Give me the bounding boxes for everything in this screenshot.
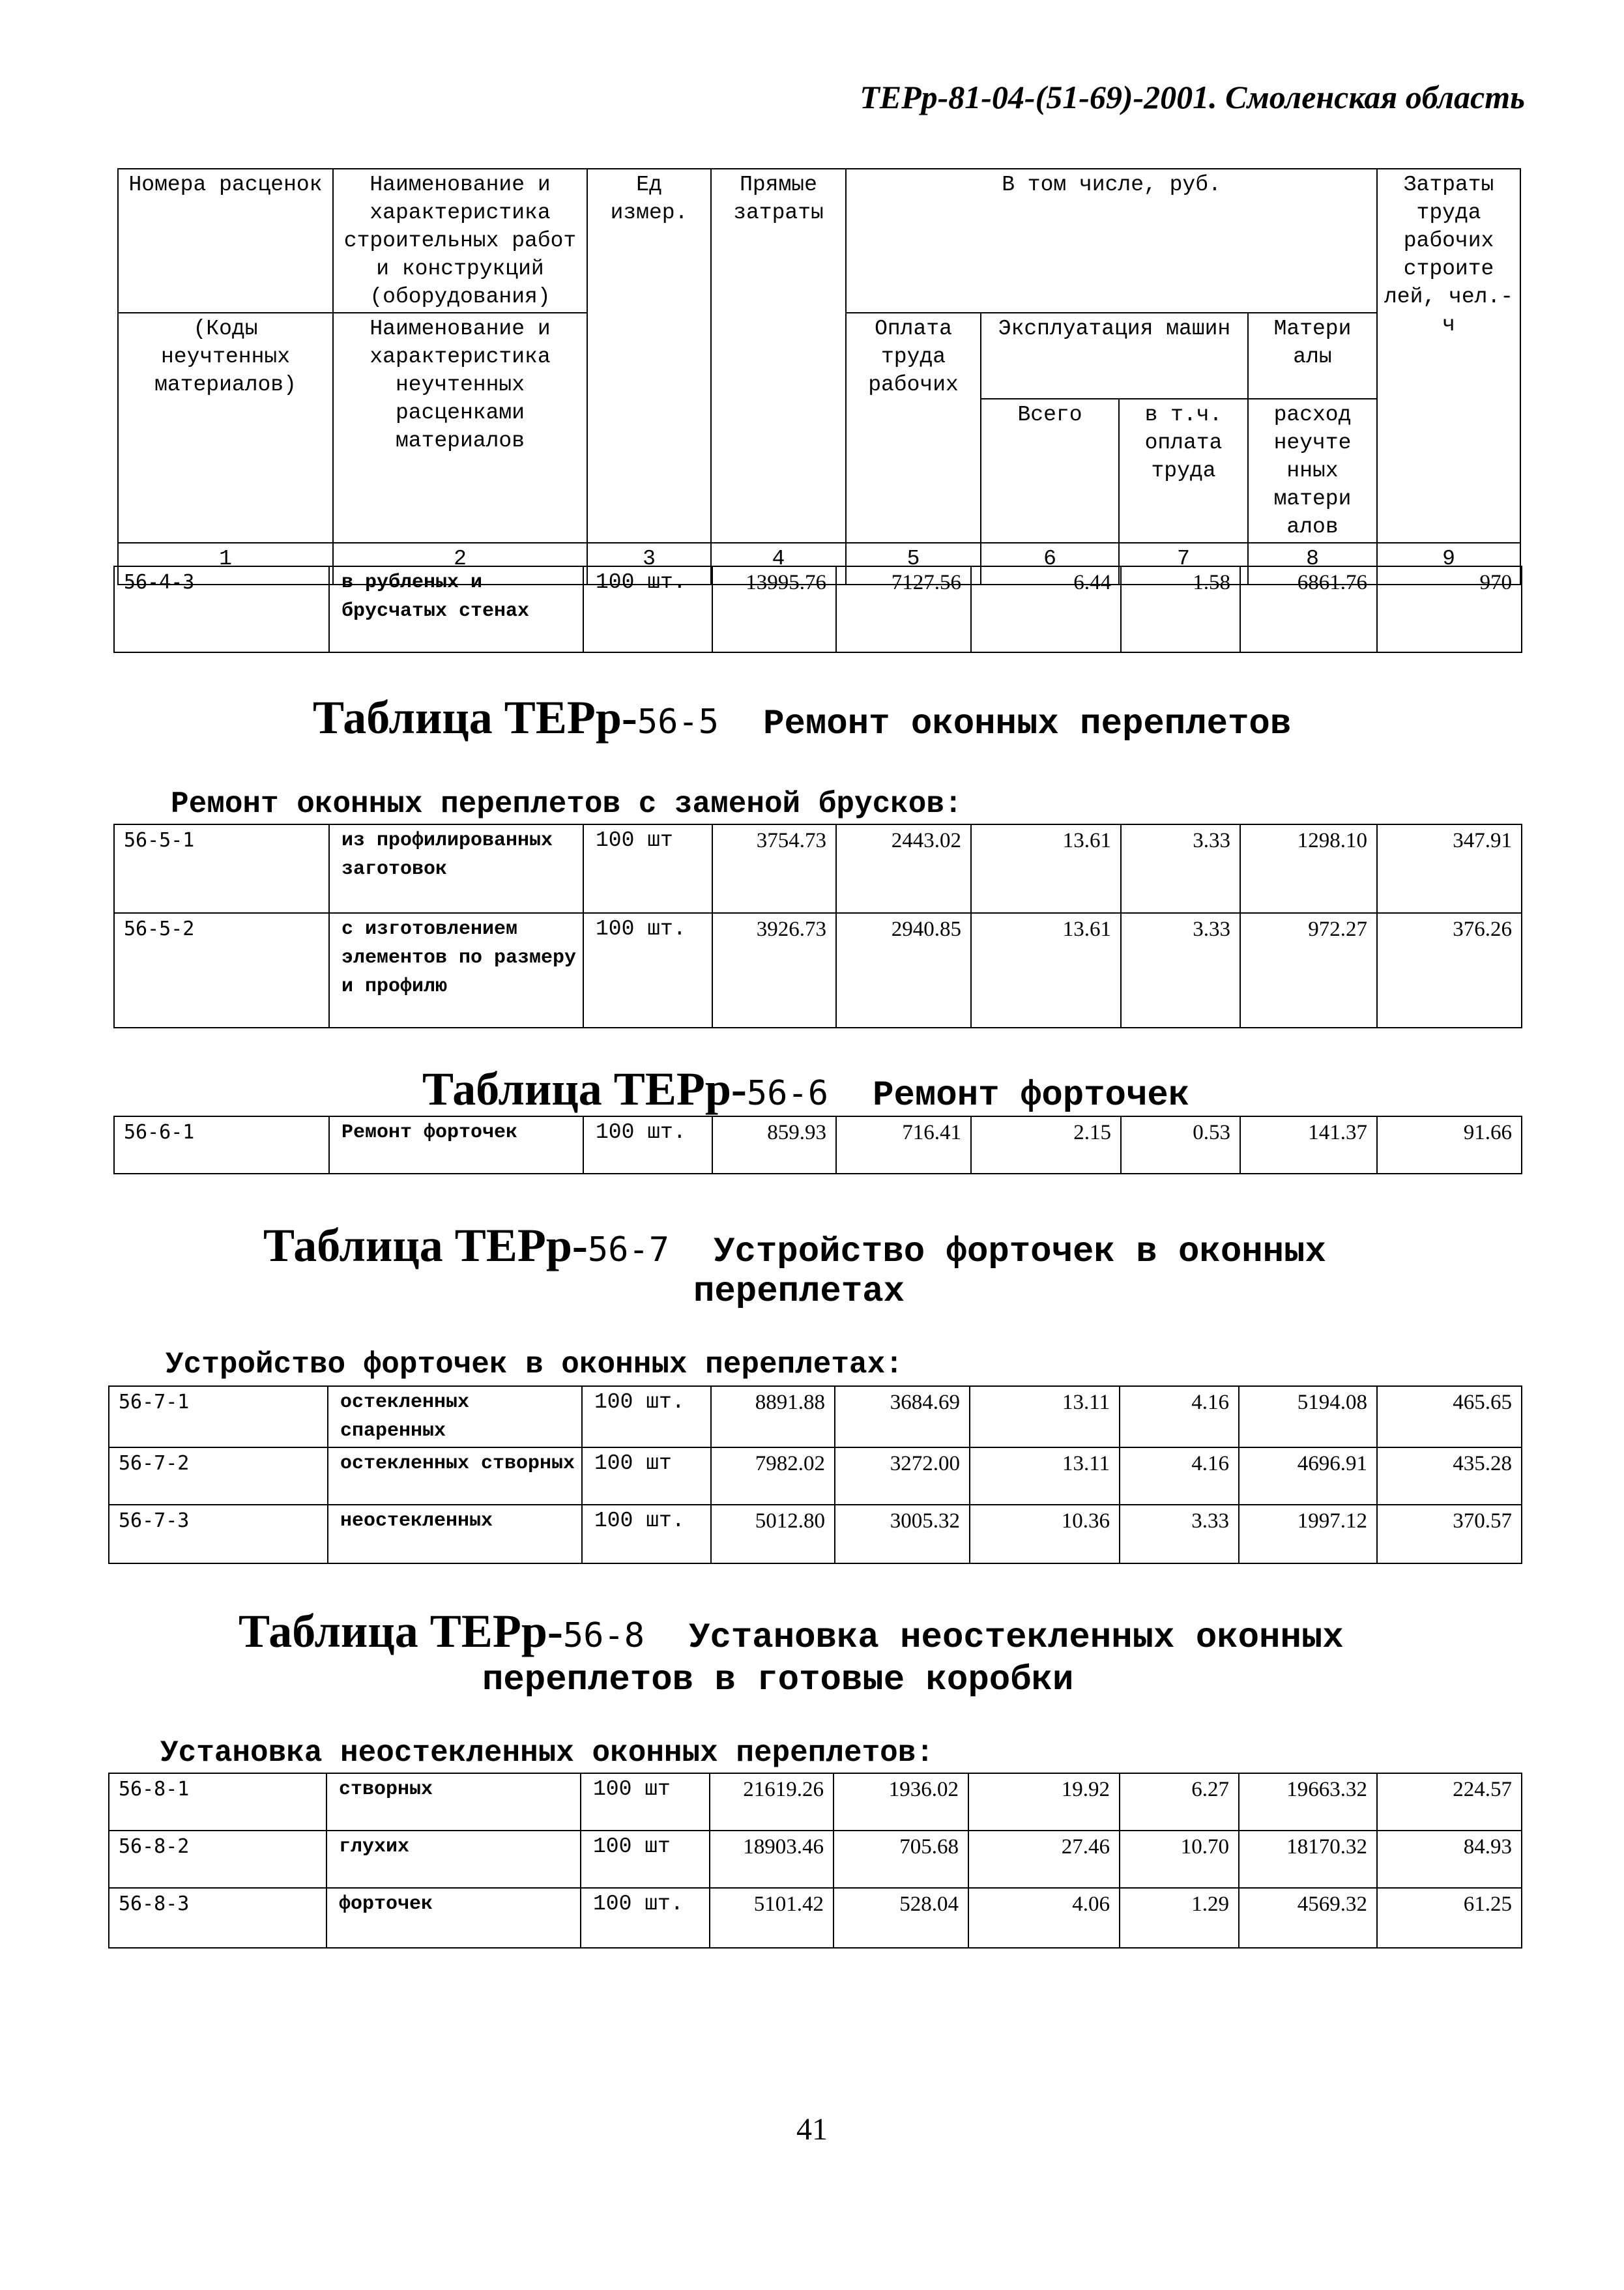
work-name: остекленных спаренных — [328, 1386, 582, 1447]
machines-labor: 3.33 — [1121, 913, 1240, 1028]
labor-hours: 347.91 — [1377, 824, 1522, 913]
labor-hours: 465.65 — [1377, 1386, 1522, 1447]
section-subtitle-56-5: Ремонт оконных переплетов с заменой брусков: — [171, 787, 963, 821]
direct-costs: 7982.02 — [711, 1447, 835, 1505]
table-row — [109, 1505, 1522, 1563]
direct-costs: 859.93 — [712, 1116, 836, 1174]
labor-pay: 2443.02 — [836, 824, 971, 913]
materials: 1997.12 — [1239, 1505, 1377, 1563]
materials: 972.27 — [1240, 913, 1377, 1028]
labor-hours: 61.25 — [1377, 1888, 1522, 1948]
labor-pay: 705.68 — [834, 1831, 968, 1888]
machines-total: 27.46 — [968, 1831, 1120, 1888]
machines-labor: 1.29 — [1120, 1888, 1239, 1948]
title-prefix: Таблица ТЕРр- — [239, 1605, 563, 1657]
materials: 6861.76 — [1240, 566, 1377, 652]
rate-table-56-8 — [108, 1773, 1522, 1949]
title-prefix: Таблица ТЕРр- — [313, 691, 637, 744]
col-number: 7 — [1119, 543, 1248, 585]
machines-total: 6.44 — [971, 566, 1121, 652]
col-number: 3 — [587, 543, 711, 585]
table-row — [109, 1831, 1522, 1888]
rate-code: 56-7-2 — [109, 1447, 328, 1505]
labor-hours: 970 — [1377, 566, 1522, 652]
rate-code: 56-8-2 — [109, 1831, 326, 1888]
labor-pay: 3684.69 — [835, 1386, 970, 1447]
machines-total: 10.36 — [970, 1505, 1120, 1563]
title-code: 56-7 — [587, 1230, 670, 1269]
rate-code: 56-8-1 — [109, 1773, 326, 1831]
header-rate-numbers: Номера расценок — [118, 169, 333, 313]
table-title-56-8-line2: переплетов в готовые коробки — [482, 1660, 1074, 1700]
labor-pay: 7127.56 — [836, 566, 971, 652]
title-description: Ремонт форточек — [873, 1076, 1190, 1116]
rate-table-56-5 — [113, 824, 1522, 1028]
header-material-codes: (Коды неучтенных материалов) — [118, 313, 333, 543]
direct-costs: 8891.88 — [711, 1386, 835, 1447]
title-description: Ремонт оконных переплетов — [763, 704, 1292, 744]
col-number: 1 — [118, 543, 333, 585]
machines-total: 2.15 — [971, 1116, 1121, 1174]
header-labor-hours: Затраты труда рабочих строите лей, чел.-ч — [1377, 169, 1520, 543]
machines-labor: 3.33 — [1120, 1505, 1239, 1563]
table-row — [109, 1773, 1522, 1831]
machines-labor: 10.70 — [1120, 1831, 1239, 1888]
direct-costs: 3754.73 — [712, 824, 836, 913]
table-row — [109, 1888, 1522, 1948]
direct-costs: 21619.26 — [710, 1773, 834, 1831]
labor-pay: 528.04 — [834, 1888, 968, 1948]
rate-code: 56-5-2 — [114, 913, 329, 1028]
labor-hours: 224.57 — [1377, 1773, 1522, 1831]
unit: 100 шт. — [583, 913, 712, 1028]
table-title-56-8 — [239, 1604, 1344, 1659]
rate-code: 56-7-3 — [109, 1505, 328, 1563]
rate-code: 56-5-1 — [114, 824, 329, 913]
table-row — [114, 913, 1522, 1028]
rate-table-56-4 — [113, 566, 1522, 653]
unit: 100 шт. — [583, 566, 712, 652]
section-subtitle-56-8: Установка неостекленных оконных переплетов: — [160, 1736, 934, 1770]
col-number: 4 — [711, 543, 846, 585]
machines-total: 13.61 — [971, 913, 1121, 1028]
unit: 100 шт — [581, 1773, 710, 1831]
header-machines: Эксплуатация машин — [981, 313, 1248, 399]
labor-hours: 435.28 — [1377, 1447, 1522, 1505]
table-row — [114, 1116, 1522, 1174]
labor-hours: 84.93 — [1377, 1831, 1522, 1888]
materials: 5194.08 — [1239, 1386, 1377, 1447]
work-name: неостекленных — [328, 1505, 582, 1563]
machines-total: 13.11 — [970, 1386, 1120, 1447]
rate-code: 56-8-3 — [109, 1888, 326, 1948]
header-machines-labor: в т.ч. оплата труда — [1119, 399, 1248, 543]
work-name: створных — [326, 1773, 581, 1831]
title-description: Установка неостекленных оконных — [689, 1618, 1344, 1658]
labor-hours: 370.57 — [1377, 1505, 1522, 1563]
unit: 100 шт. — [583, 1116, 712, 1174]
column-header-table — [117, 168, 1521, 585]
header-unit: Ед измер. — [587, 169, 711, 543]
header-material-names: Наименование и характеристика неучтенных расценками материалов — [333, 313, 587, 543]
header-labor-pay: Оплата труда рабочих — [846, 313, 981, 543]
direct-costs: 18903.46 — [710, 1831, 834, 1888]
labor-pay: 1936.02 — [834, 1773, 968, 1831]
unit: 100 шт. — [582, 1386, 711, 1447]
materials: 1298.10 — [1240, 824, 1377, 913]
work-name: Ремонт форточек — [329, 1116, 583, 1174]
section-subtitle-56-7: Устройство форточек в оконных переплетах: — [166, 1348, 903, 1382]
header-including: В том числе, руб. — [846, 169, 1377, 313]
direct-costs: 5101.42 — [710, 1888, 834, 1948]
machines-total: 4.06 — [968, 1888, 1120, 1948]
header-direct-costs: Прямые затраты — [711, 169, 846, 543]
work-name: из профилированных заготовок — [329, 824, 583, 913]
work-name: форточек — [326, 1888, 581, 1948]
header-materials: Матери алы — [1248, 313, 1377, 399]
materials: 18170.32 — [1239, 1831, 1377, 1888]
materials: 4569.32 — [1239, 1888, 1377, 1948]
machines-total: 13.11 — [970, 1447, 1120, 1505]
labor-pay: 3005.32 — [835, 1505, 970, 1563]
labor-hours: 91.66 — [1377, 1116, 1522, 1174]
rate-table-56-7 — [108, 1385, 1522, 1564]
running-head: ТЕРр-81-04-(51-69)-2001. Смоленская область — [860, 79, 1525, 115]
machines-labor: 0.53 — [1121, 1116, 1240, 1174]
labor-hours: 376.26 — [1377, 913, 1522, 1028]
labor-pay: 2940.85 — [836, 913, 971, 1028]
materials: 19663.32 — [1239, 1773, 1377, 1831]
title-description: Устройство форточек в оконных — [714, 1232, 1326, 1272]
page-number: 41 — [796, 2112, 828, 2147]
work-name: глухих — [326, 1831, 581, 1888]
unit: 100 шт. — [581, 1888, 710, 1948]
machines-labor: 3.33 — [1121, 824, 1240, 913]
labor-pay: 3272.00 — [835, 1447, 970, 1505]
table-title-56-5 — [313, 691, 1291, 745]
table-row — [114, 566, 1522, 652]
title-code: 56-8 — [562, 1616, 645, 1655]
direct-costs: 5012.80 — [711, 1505, 835, 1563]
table-row — [114, 824, 1522, 913]
labor-pay: 716.41 — [836, 1116, 971, 1174]
unit: 100 шт — [583, 824, 712, 913]
table-title-56-6 — [422, 1062, 1189, 1116]
col-number: 5 — [846, 543, 981, 585]
col-number: 8 — [1248, 543, 1377, 585]
unit: 100 шт. — [582, 1505, 711, 1563]
direct-costs: 3926.73 — [712, 913, 836, 1028]
direct-costs: 13995.76 — [712, 566, 836, 652]
table-title-56-7 — [263, 1219, 1326, 1273]
rate-code: 56-7-1 — [109, 1386, 328, 1447]
unit: 100 шт — [582, 1447, 711, 1505]
title-prefix: Таблица ТЕРр- — [263, 1219, 588, 1271]
header-unaccounted-materials: расход неучте нных матери алов — [1248, 399, 1377, 543]
machines-labor: 6.27 — [1120, 1773, 1239, 1831]
col-number: 6 — [981, 543, 1119, 585]
materials: 141.37 — [1240, 1116, 1377, 1174]
table-row — [109, 1386, 1522, 1447]
rate-table-56-6 — [113, 1116, 1522, 1174]
title-code: 56-5 — [637, 703, 719, 742]
work-name: остекленных створных — [328, 1447, 582, 1505]
work-name: в рубленых и брусчатых стенах — [329, 566, 583, 652]
machines-labor: 1.58 — [1121, 566, 1240, 652]
col-number: 9 — [1377, 543, 1520, 585]
header-machines-total: Всего — [981, 399, 1119, 543]
header-work-name: Наименование и характеристика строительных работ и конструкций (оборудования) — [333, 169, 587, 313]
materials: 4696.91 — [1239, 1447, 1377, 1505]
unit: 100 шт — [581, 1831, 710, 1888]
work-name: с изготовлением элементов по размеру и профилю — [329, 913, 583, 1028]
rate-code: 56-4-3 — [114, 566, 329, 652]
machines-total: 19.92 — [968, 1773, 1120, 1831]
table-title-56-7-line2: переплетах — [693, 1272, 905, 1312]
rate-code: 56-6-1 — [114, 1116, 329, 1174]
title-prefix: Таблица ТЕРр- — [422, 1063, 747, 1115]
machines-labor: 4.16 — [1120, 1386, 1239, 1447]
machines-total: 13.61 — [971, 824, 1121, 913]
machines-labor: 4.16 — [1120, 1447, 1239, 1505]
col-number: 2 — [333, 543, 587, 585]
table-row — [109, 1447, 1522, 1505]
title-code: 56-6 — [746, 1074, 829, 1113]
